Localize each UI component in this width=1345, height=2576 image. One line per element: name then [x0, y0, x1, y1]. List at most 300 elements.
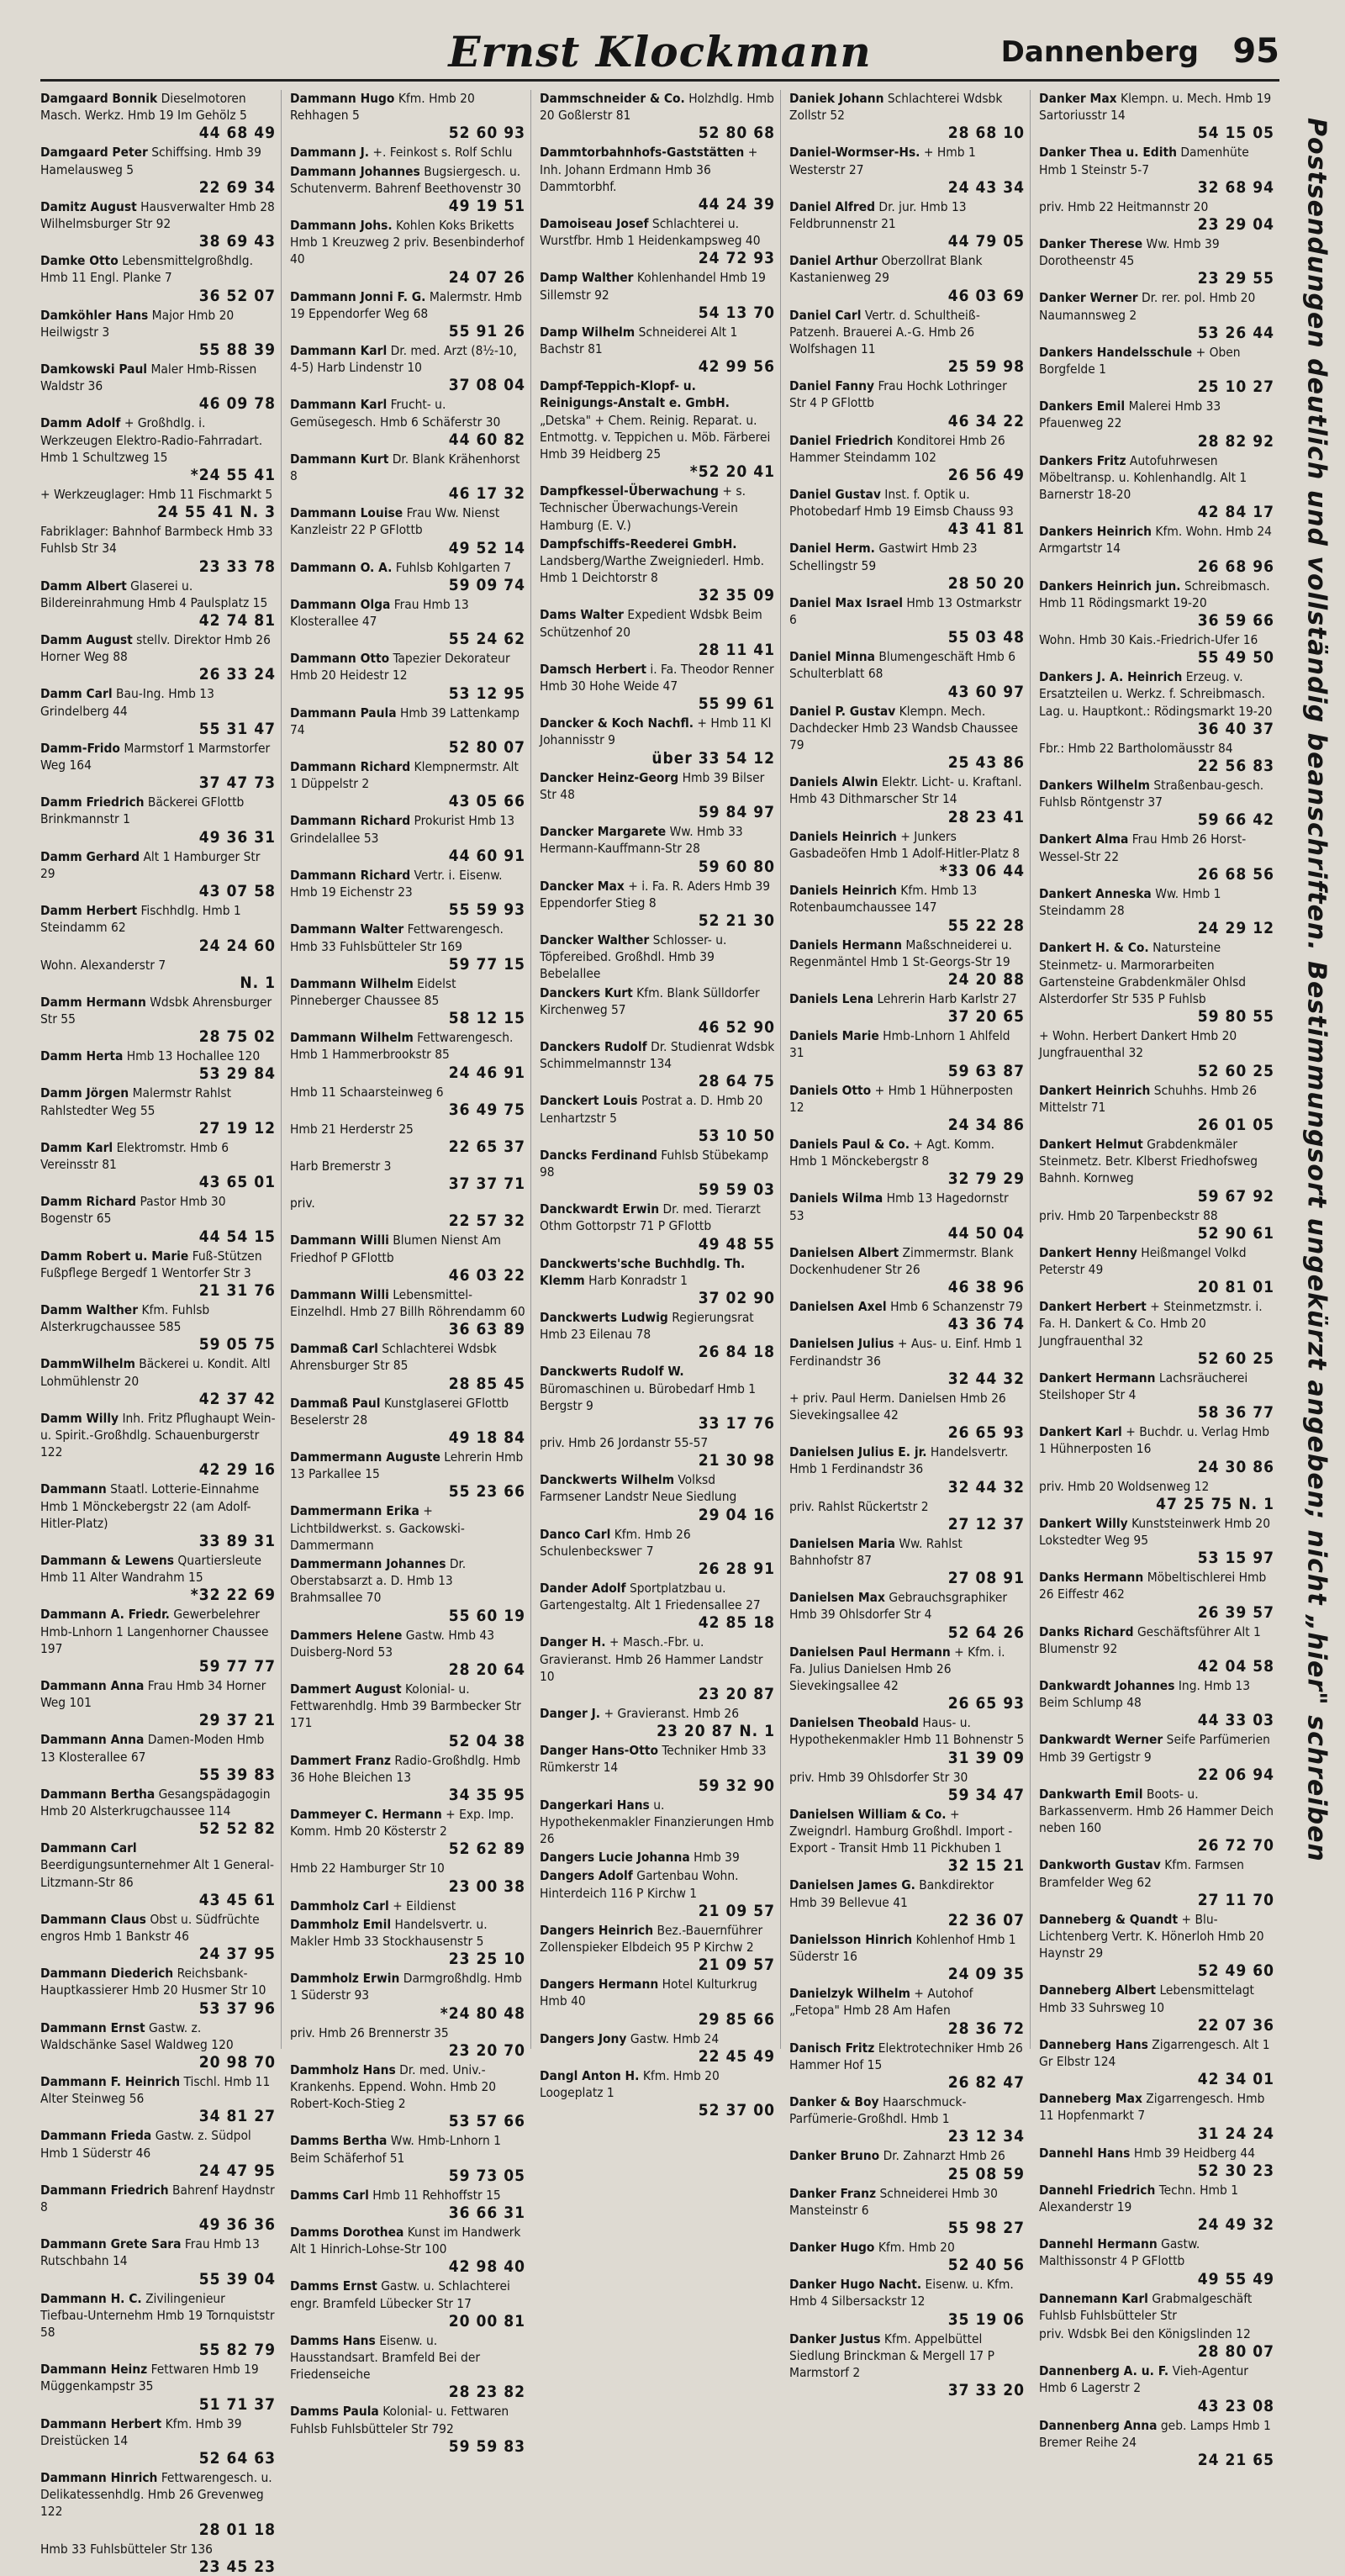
directory-entry — [290, 2187, 525, 2222]
directory-entry — [40, 90, 276, 142]
entry-name: Dankert Herbert — [1039, 1299, 1147, 1315]
entry-name: Dankert Karl — [1039, 1424, 1122, 1440]
entry-phone: 44 33 03 — [1197, 1711, 1274, 1730]
entry-phone: 59 80 55 — [1197, 1007, 1274, 1027]
directory-entry — [40, 685, 276, 737]
entry-text: Zigarrengesch. Alt 1 Gr Elbstr 124 — [1039, 2036, 1270, 2070]
entry-text: Harb Bremerstr 3 — [290, 1158, 392, 1174]
entry-phone: 55 91 26 — [448, 322, 525, 341]
entry-phone: 24 30 86 — [1197, 1457, 1274, 1476]
entry-text: + i. Fa. R. Aders Hmb 39 Eppendorfer Stieg 8 — [540, 878, 771, 911]
directory-entry — [789, 990, 1025, 1026]
entry-name: Dammann Richard — [290, 813, 411, 829]
directory-entry — [1039, 1207, 1274, 1243]
entry-text: Frau Hmb 26 Horst-Wessel-Str 22 — [1039, 831, 1247, 864]
entry-phone: 42 37 42 — [198, 1389, 276, 1408]
entry-text: Pastor Hmb 30 Bogenstr 65 — [40, 1194, 226, 1227]
entry-phone: 29 37 21 — [198, 1711, 276, 1730]
entry-name: Damms Hans — [290, 2332, 376, 2348]
entry-name: Danker Hugo Nacht. — [789, 2277, 922, 2293]
entry-name: Daniel Max Israel — [789, 594, 903, 610]
entry-phone: 22 56 83 — [1197, 757, 1274, 776]
entry-text: Gastw. z. Südpol Hmb 1 Süderstr 46 — [40, 2128, 251, 2161]
directory-entry — [1039, 2145, 1274, 2180]
directory-entry — [789, 2331, 1025, 2400]
directory-entry — [540, 1867, 775, 1919]
entry-phone: 43 65 01 — [198, 1173, 276, 1192]
entry-name: Dankers Heinrich — [1039, 524, 1152, 540]
entry-name: Dammann Heinz — [40, 2362, 148, 2378]
entry-text: Dr. Zahnarzt Hmb 26 — [883, 2148, 1005, 2164]
directory-entry — [789, 1335, 1025, 1387]
entry-text: Kfm. Appelbüttel Siedlung Brinckman & Mergell 17 P Marmstorf 2 — [789, 2331, 994, 2381]
entry-phone: 53 10 50 — [698, 1126, 775, 1145]
entry-phone: 20 98 70 — [198, 2053, 276, 2072]
directory-entry — [40, 1193, 276, 1245]
entry-name: Daniels Hermann — [789, 937, 902, 953]
entry-text: Holzhdlg. Hmb 20 Goßlerstr 81 — [540, 91, 774, 124]
directory-entry — [1039, 1911, 1274, 1981]
entry-text: priv. Rahlst Rückertstr 2 — [789, 1498, 929, 1514]
entry-text: Schlachterei Wdsbk Zollstr 52 — [789, 91, 1003, 124]
entry-phone: 28 64 75 — [698, 1072, 775, 1091]
entry-text: Lehrerin Hmb 13 Parkallee 15 — [290, 1449, 524, 1482]
entry-phone: 53 12 95 — [448, 684, 525, 703]
entry-name: Dammert August — [290, 1681, 402, 1697]
entry-text: Elektrotechniker Hmb 26 Hammer Hof 15 — [789, 2040, 1023, 2072]
entry-phone: 27 11 70 — [1197, 1890, 1274, 1909]
entry-name: Dancker & Koch Nachfl. — [540, 715, 694, 731]
entry-name: Dangers Hermann — [540, 1977, 659, 1993]
directory-entry — [290, 650, 525, 702]
entry-text: Schlachterei Wdsbk Ahrensburger Str 85 — [290, 1341, 497, 1374]
entry-text: Ww. Rahlst Bahnhofstr 87 — [789, 1535, 963, 1568]
entry-phone: 52 37 00 — [698, 2101, 775, 2120]
entry-text: Straßenbau-gesch. Fuhlsb Röntgenstr 37 — [1039, 778, 1264, 810]
entry-phone: 43 41 81 — [947, 520, 1025, 539]
directory-entry — [1039, 1982, 1274, 2034]
directory-entry — [40, 740, 276, 792]
entry-phone: 32 79 29 — [947, 1169, 1025, 1189]
entry-name: Damm Hermann — [40, 994, 146, 1010]
entry-phone: *52 20 41 — [689, 462, 775, 482]
directory-entry — [540, 1147, 775, 1199]
entry-name: Danckert Louis — [540, 1093, 638, 1109]
entry-text: priv. Hmb 20 Tarpenbeckstr 88 — [1039, 1207, 1218, 1223]
entry-phone: 22 07 36 — [1197, 2015, 1274, 2035]
directory-entry — [789, 1877, 1025, 1929]
entry-name: Dammann Johs. — [290, 218, 393, 234]
entry-text: Schreibmasch. Hmb 11 Rödingsmarkt 19-20 — [1039, 578, 1270, 610]
entry-name: Dammann A. Friedr. — [40, 1607, 170, 1623]
entry-name: Dankwarth Emil — [1039, 1786, 1143, 1802]
entry-name: Danckwerts Ludwig — [540, 1309, 668, 1325]
directory-entry — [40, 361, 276, 413]
entry-text: Postrat a. D. Hmb 20 Lenhartzstr 5 — [540, 1093, 763, 1126]
entry-name: Daniel Herm. — [789, 541, 875, 557]
entry-text: Ww. Hmb 33 Hermann-Kauffmann-Str 28 — [540, 824, 743, 857]
entry-phone: 26 33 24 — [198, 665, 276, 684]
entry-name: Dankwardt Johannes — [1039, 1677, 1175, 1693]
entry-text: priv. Hmb 22 Heitmannstr 20 — [1039, 198, 1209, 214]
directory-entry — [540, 1471, 775, 1523]
directory-entry — [40, 2236, 276, 2288]
entry-phone: 42 34 01 — [1197, 2070, 1274, 2089]
entry-phone: 59 34 47 — [947, 1785, 1025, 1804]
entry-name: Daniels Heinrich — [789, 883, 897, 899]
directory-entry — [40, 1786, 276, 1838]
directory-entry — [40, 1410, 276, 1480]
directory-entry — [290, 396, 525, 448]
entry-text: Radio-Großhdlg. Hmb 36 Hohe Bleichen 13 — [290, 1752, 521, 1785]
entry-text: priv. Hmb 20 Woldsenweg 12 — [1039, 1478, 1210, 1494]
entry-text: Frau Hochk Lothringer Str 4 P GFlottb — [789, 378, 1007, 411]
entry-name: Danker Thea u. Edith — [1039, 145, 1177, 161]
directory-entry — [290, 1806, 525, 1858]
entry-phone: 31 39 09 — [947, 1748, 1025, 1767]
directory-entry — [540, 483, 775, 534]
directory-entry — [789, 2239, 1025, 2274]
entry-text: Kohlenhof Hmb 1 Süderstr 16 — [789, 1931, 1016, 1965]
entry-phone: 49 55 49 — [1197, 2269, 1274, 2288]
entry-name: Dammann Olga — [290, 596, 391, 612]
entry-phone: 44 54 15 — [198, 1227, 276, 1246]
entry-text: Maler Hmb-Rissen Waldstr 36 — [40, 362, 257, 394]
entry-name: Daniel-Wormser-Hs. — [789, 145, 920, 161]
directory-entry — [290, 758, 525, 810]
directory-entry — [789, 1985, 1025, 2037]
directory-entry — [40, 2019, 276, 2072]
entry-text: + Exp. Imp. Komm. Hmb 20 Kösterstr 2 — [290, 1807, 514, 1840]
directory-entry — [540, 1255, 775, 1307]
entry-text: Ww. Hmb-Lnhorn 1 Beim Schäferhof 51 — [290, 2133, 501, 2166]
entry-phone: 38 69 43 — [198, 232, 276, 251]
entry-text: Handelsvertr. Hmb 1 Ferdinandstr 36 — [789, 1444, 1009, 1477]
entry-name: Danneberg Hans — [1039, 2036, 1148, 2052]
entry-name: Dancker Margarete — [540, 824, 667, 840]
entry-name: Dancker Heinz-Georg — [540, 769, 679, 785]
directory-entry — [789, 937, 1025, 989]
entry-name: Dammann Friedrich — [40, 2182, 169, 2198]
entry-text: + Agt. Komm. Hmb 1 Mönckebergstr 8 — [789, 1136, 995, 1169]
entry-name: Dammann Diederich — [40, 1966, 174, 1982]
entry-name: Danckwerts Wilhelm — [540, 1472, 674, 1488]
entry-phone: 59 59 83 — [448, 2436, 525, 2456]
directory-entry — [1039, 939, 1274, 1026]
entry-phone: 23 29 04 — [1197, 215, 1274, 235]
entry-name: Dannehl Friedrich — [1039, 2182, 1156, 2198]
entry-phone: 42 84 17 — [1197, 503, 1274, 522]
entry-phone: 36 49 75 — [448, 1100, 525, 1119]
entry-phone: 33 89 31 — [198, 1531, 276, 1550]
entry-phone: 58 12 15 — [448, 1009, 525, 1028]
directory-entry — [789, 540, 1025, 592]
entry-text: Hmb-Lnhorn 1 Ahlfeld 31 — [789, 1028, 1010, 1061]
entry-name: Dammholz Hans — [290, 2061, 396, 2077]
entry-text: Hmb 39 Heidberg 44 — [1133, 2145, 1256, 2161]
entry-phone: 32 35 09 — [698, 586, 775, 605]
entry-text: Marmstorf 1 Marmstorfer Weg 164 — [40, 740, 271, 773]
column-1 — [40, 90, 282, 2576]
entry-text: + Eildienst — [393, 1898, 456, 1914]
entry-text: Frau Hmb 13 Rutschbahn 14 — [40, 2236, 260, 2269]
entry-text: Elektr. Licht- u. Kraftanl. Hmb 43 Dithmarscher Str 14 — [789, 774, 1022, 807]
entry-text: priv. — [290, 1196, 315, 1211]
entry-text: Expedient Wdsbk Beim Schützenhof 20 — [540, 607, 762, 640]
entry-text: Hmb 6 Schanzenstr 79 — [890, 1299, 1023, 1315]
entry-text: Kunststeinwerk Hmb 20 Lokstedter Weg 95 — [1039, 1515, 1271, 1548]
directory-entry — [540, 1309, 775, 1361]
entry-phone: 26 82 47 — [947, 2073, 1025, 2093]
entry-text: Frau Ww. Nienst Kanzleistr 22 P GFlottb — [290, 505, 500, 538]
entry-name: Dankert Alma — [1039, 831, 1129, 847]
entry-text: + Werkzeuglager: Hmb 11 Fischmarkt 5 — [40, 487, 273, 503]
directory-entry — [789, 432, 1025, 484]
entry-phone: 55 98 27 — [947, 2219, 1025, 2238]
entry-name: Dammtorbahnhofs-Gaststätten — [540, 145, 745, 161]
directory-entry — [1039, 2036, 1274, 2088]
entry-name: Daniel P. Gustav — [789, 703, 896, 719]
entry-phone: 55 82 79 — [198, 2341, 276, 2360]
entry-phone: 52 64 63 — [198, 2449, 276, 2468]
directory-entry — [290, 1555, 525, 1625]
entry-phone: 23 20 70 — [448, 2040, 525, 2060]
entry-text: Seife Parfümerien Hmb 39 Gertigstr 9 — [1039, 1732, 1270, 1765]
entry-name: Danker Werner — [1039, 290, 1138, 306]
entry-name: Dammann Carl — [40, 1840, 137, 1856]
entry-name: Dampfkessel-Überwachung — [540, 483, 719, 499]
entry-phone: 55 88 39 — [198, 340, 276, 360]
entry-phone: 59 09 74 — [448, 575, 525, 594]
entry-name: Damp Wilhelm — [540, 324, 636, 340]
entry-name: Damgaard Peter — [40, 145, 148, 161]
entry-name: Dangers Heinrich — [540, 1922, 654, 1938]
directory-entry — [789, 648, 1025, 700]
entry-name: Damm Herta — [40, 1048, 124, 1064]
entry-text: + Autohof „Fetopa" Hmb 28 Am Hafen — [789, 1986, 973, 2019]
entry-text: Dr. Blank Krähenhorst 8 — [290, 451, 520, 484]
directory-entry — [789, 2147, 1025, 2183]
entry-name: Damköhler Hans — [40, 307, 149, 323]
directory-entry — [1039, 668, 1274, 738]
directory-entry — [1039, 523, 1274, 575]
entry-text: Bau-Ing. Hmb 13 Grindelberg 44 — [40, 686, 214, 719]
entry-phone: 59 84 97 — [698, 803, 775, 822]
directory-entry — [789, 1244, 1025, 1296]
entry-name: Dammert Franz — [290, 1752, 391, 1768]
entry-name: Dammann Karl — [290, 397, 388, 413]
entry-phone: 44 24 39 — [698, 195, 775, 214]
entry-name: Dammann O. A. — [290, 559, 393, 575]
directory-entry — [40, 2127, 276, 2179]
entry-phone: 58 36 77 — [1197, 1403, 1274, 1423]
directory-entry — [290, 705, 525, 757]
directory-entry — [540, 1634, 775, 1703]
entry-name: Daniel Alfred — [789, 198, 876, 214]
entry-text: „Detska" + Chem. Reinig. Reparat. u. Entmottg. v. Teppichen u. Möb. Färberei Hmb 39 Heidberg 25 — [540, 412, 771, 462]
entry-phone: 28 11 41 — [698, 640, 775, 659]
entry-name: Dammeyer C. Hermann — [290, 1807, 442, 1822]
directory-entry — [290, 2332, 525, 2402]
entry-text: Schneiderei Alt 1 Bachstr 81 — [540, 324, 738, 357]
entry-phone: 52 49 60 — [1197, 1961, 1274, 1981]
directory-entry — [789, 594, 1025, 647]
directory-entry — [1039, 289, 1274, 341]
entry-phone: 20 81 01 — [1197, 1278, 1274, 1297]
entry-text: Kohlenhandel Hmb 19 Sillemstr 92 — [540, 270, 766, 303]
entry-text: Geschäftsführer Alt 1 Blumenstr 92 — [1039, 1623, 1261, 1656]
entry-phone: 44 60 91 — [448, 846, 525, 865]
entry-text: Harb Konradstr 1 — [588, 1272, 688, 1288]
entry-phone: 42 99 56 — [698, 357, 775, 377]
directory-entry — [789, 1714, 1025, 1766]
entry-text: + Junkers Gasbadeöfen Hmb 1 Adolf-Hitler-Platz 8 — [789, 828, 1021, 861]
directory-entry — [290, 596, 525, 648]
directory-entry — [1039, 1027, 1274, 1079]
entry-text: + s. Technischer Überwachungs-Verein Hamburg (E. V.) — [540, 483, 746, 533]
directory-entry — [40, 994, 276, 1046]
entry-text: Ing. Hmb 13 Beim Schlump 48 — [1039, 1677, 1250, 1711]
entry-text: Techn. Hmb 1 Alexanderstr 19 — [1039, 2182, 1239, 2215]
entry-phone: 22 45 49 — [698, 2046, 775, 2066]
directory-entry — [1039, 1136, 1274, 1206]
entry-text: Autofuhrwesen Möbeltransp. u. Kohlenhandlg. Alt 1 Barnerstr 18-20 — [1039, 452, 1247, 503]
entry-text: Schlachterei u. Wurstfbr. Hmb 1 Heidenkampsweg 40 — [540, 216, 761, 249]
entry-name: Dankert Henny — [1039, 1244, 1137, 1260]
entry-phone: 52 90 61 — [1197, 1223, 1274, 1243]
entry-name: Damm Robert u. Marie — [40, 1248, 189, 1264]
entry-phone: 34 81 27 — [198, 2107, 276, 2126]
directory-entry — [789, 90, 1025, 142]
entry-text: Bugsiergesch. u. Schutenverm. Bahrenf Beethovenstr 30 — [290, 163, 521, 196]
entry-name: Danielsen Theobald — [789, 1715, 920, 1731]
entry-text: Gesangspädagogin Hmb 20 Alsterkrugchaussee 114 — [40, 1786, 271, 1819]
entry-name: Dammann Anna — [40, 1677, 145, 1693]
entry-phone: 26 39 57 — [1197, 1602, 1274, 1622]
entry-name: Danker Max — [1039, 91, 1117, 106]
entry-text: Schuhhs. Hmb 26 Mittelstr 71 — [1039, 1082, 1258, 1115]
entry-text: Hmb 13 Ostmarkstr 6 — [789, 594, 1022, 628]
directory-entry — [1039, 2290, 1274, 2324]
entry-phone: 55 99 61 — [698, 694, 775, 714]
directory-entry — [40, 1911, 276, 1963]
directory-entry — [789, 144, 1025, 196]
entry-name: Dannehl Hans — [1039, 2145, 1131, 2161]
entry-phone: 59 73 05 — [448, 2166, 525, 2185]
entry-name: Dammann Grete Sara — [40, 2236, 182, 2252]
entry-text: Hmb 11 Schaarsteinweg 6 — [290, 1084, 444, 1100]
entry-phone: 23 20 87 — [698, 1685, 775, 1703]
entry-text: Dr. med. Univ.-Krankenhs. Eppend. Wohn. Hmb 20 Robert-Koch-Stieg 2 — [290, 2061, 497, 2112]
entry-text: Kfm. Fuhlsb Alsterkrugchaussee 585 — [40, 1301, 210, 1335]
directory-entry — [40, 252, 276, 304]
entry-text: priv. Hmb 26 Jordanstr 55-57 — [540, 1434, 709, 1450]
entry-name: Dangers Jony — [540, 2030, 627, 2046]
entry-name: Dangers Adolf — [540, 1868, 633, 1884]
entry-name: Dampf-Teppich-Klopf- u. Reinigungs-Anstalt e. GmbH. — [540, 378, 730, 411]
directory-entry — [290, 1195, 525, 1230]
entry-name: Damgaard Bonnik — [40, 91, 158, 106]
entry-text: Hmb 33 Fuhlsbütteler Str 136 — [40, 2541, 213, 2557]
entry-text: Dr. rer. pol. Hmb 20 Naumannsweg 2 — [1039, 290, 1256, 323]
directory-entry — [789, 1769, 1025, 1804]
entry-text: Gartenbau Wohn. Hinterdeich 116 P Kirchw 1 — [540, 1868, 739, 1901]
entry-text: Schiffsing. Hmb 39 Hamelausweg 5 — [40, 145, 261, 177]
directory-entry — [40, 414, 276, 484]
entry-phone: 21 31 76 — [198, 1280, 276, 1300]
entry-name: Danker Justus — [789, 2331, 881, 2346]
directory-entry — [540, 1797, 775, 1848]
entry-name: Danger H. — [540, 1634, 606, 1650]
directory-entry — [40, 1965, 276, 2017]
entry-name: Dammann F. Heinrich — [40, 2074, 181, 2090]
directory-entry — [1039, 1423, 1274, 1475]
directory-entry — [1039, 1677, 1274, 1729]
entry-text: + Wohn. Herbert Dankert Hmb 20 Jungfrauenthal 32 — [1039, 1028, 1237, 1061]
entry-phone: 59 05 75 — [198, 1335, 276, 1354]
directory-entry — [1039, 344, 1274, 396]
entry-phone: 53 29 84 — [198, 1064, 276, 1084]
entry-phone: 21 09 57 — [698, 1956, 775, 1975]
entry-phone: 46 03 22 — [448, 1265, 525, 1285]
directory-entry — [789, 828, 1025, 880]
entry-phone: 36 66 31 — [448, 2204, 525, 2223]
entry-text: Grabdenkmäler Steinmetz. Betr. Klberst Friedhofsweg Bahnh. Kornweg — [1039, 1136, 1258, 1186]
entry-phone: 26 65 93 — [947, 1423, 1025, 1443]
entry-phone: 52 40 56 — [947, 2256, 1025, 2275]
entry-name: Daniel Minna — [789, 649, 875, 665]
entry-text: stellv. Direktor Hmb 26 Horner Weg 88 — [40, 632, 271, 665]
entry-text: Eidelst Pinneberger Chaussee 85 — [290, 975, 456, 1008]
entry-phone: 21 09 57 — [698, 1901, 775, 1920]
entry-phone: 23 33 78 — [198, 557, 276, 576]
entry-name: Damms Carl — [290, 2187, 369, 2203]
entry-name: Danneberg Max — [1039, 2091, 1142, 2107]
entry-phone: 24 49 32 — [1197, 2215, 1274, 2235]
directory-entry — [789, 307, 1025, 377]
entry-phone: 24 09 35 — [947, 1965, 1025, 1984]
entry-text: Volksd Farmsener Landstr Neue Siedlung — [540, 1472, 737, 1505]
entry-phone: 36 52 07 — [198, 286, 276, 305]
entry-name: Danckwerts'sche Buchhdlg. Th. Klemm — [540, 1255, 746, 1288]
column-5 — [1039, 90, 1279, 2470]
entry-name: Damoiseau Josef — [540, 216, 649, 232]
entry-phone: 55 31 47 — [198, 719, 276, 738]
directory-entry — [290, 1084, 525, 1119]
entry-name: Danco Carl — [540, 1526, 611, 1542]
entry-text: Kolonial- u. Fettwarenhdlg. Hmb 39 Barmbecker Str 171 — [290, 1681, 521, 1731]
entry-name: Dammann Anna — [40, 1732, 145, 1748]
entry-name: Damm Friedrich — [40, 794, 145, 810]
entry-phone: *32 22 69 — [190, 1586, 276, 1605]
entry-text: Kfm. Hmb 20 Loogeplatz 1 — [540, 2067, 720, 2101]
directory-entry — [540, 769, 775, 821]
entry-text: geb. Lamps Hmb 1 Bremer Reihe 24 — [1039, 2417, 1271, 2450]
entry-phone: 31 24 24 — [1197, 2124, 1274, 2143]
entry-phone: 53 37 96 — [198, 1998, 276, 2018]
entry-text: Reichsbank-Hauptkassierer Hmb 20 Husmer Str 10 — [40, 1966, 266, 1998]
directory-entry — [290, 921, 525, 973]
entry-name: Dammann Willi — [290, 1286, 389, 1302]
entry-text: Schlosser- u. Töpfereibed. Großhdl. Hmb 39 Bebelallee — [540, 932, 727, 982]
entry-name: Dankert Anneska — [1039, 885, 1152, 901]
entry-phone: 26 65 93 — [947, 1694, 1025, 1713]
directory-entry — [290, 90, 525, 142]
entry-phone: 24 34 86 — [947, 1115, 1025, 1134]
entry-text: Fettwarengesch. Hmb 1 Hammerbrookstr 85 — [290, 1030, 514, 1063]
directory-entry — [540, 823, 775, 875]
directory-entry — [290, 1395, 525, 1447]
